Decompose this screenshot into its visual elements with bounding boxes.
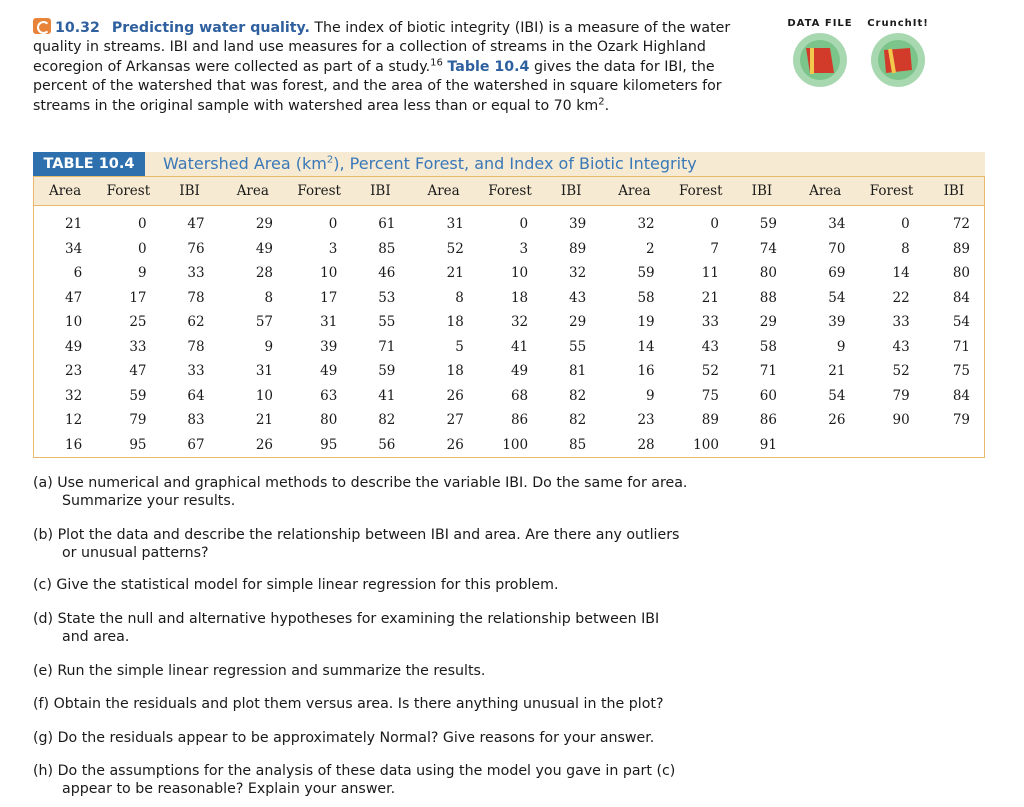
column-header-area: Area — [791, 177, 859, 206]
column-header-forest: Forest — [287, 177, 351, 206]
table-cell: 21 — [701, 289, 719, 306]
table-cell: 58 — [759, 338, 777, 355]
table-row — [34, 335, 985, 360]
table-cell: 54 — [828, 387, 846, 404]
table-cell: 41 — [378, 387, 396, 404]
table-cell: 29 — [569, 314, 587, 331]
table-cell: 75 — [952, 363, 970, 380]
table-cell: 9 — [836, 338, 846, 355]
table-cell: 23 — [637, 412, 655, 429]
column-header-ibi: IBI — [924, 177, 985, 206]
table-cell: 79 — [952, 412, 970, 429]
table-cell: 80 — [952, 265, 970, 282]
table-cell: 8 — [901, 240, 910, 257]
table-cell: 75 — [701, 387, 719, 404]
table-cell: 59 — [759, 216, 777, 233]
table-cell: 6 — [73, 265, 83, 282]
question-e: (e) Run the simple linear regression and summarize the results. — [33, 663, 486, 679]
table-cell: 59 — [637, 265, 655, 282]
table-cell: 19 — [637, 314, 655, 331]
table-row — [34, 310, 985, 335]
table-cell: 89 — [701, 412, 719, 429]
table-cell: 43 — [892, 338, 910, 355]
table-cell: 28 — [637, 436, 655, 453]
table-cell: 86 — [759, 412, 777, 429]
question-d: (d) State the null and alternative hypotheses for examining the relationship between IBI and area. — [33, 611, 660, 645]
table-cell: 83 — [187, 412, 205, 429]
table-cell: 9 — [264, 338, 274, 355]
table-cell: 82 — [378, 412, 396, 429]
table-cell: 90 — [892, 412, 910, 429]
question-a: (a) Use numerical and graphical methods to describe the variable IBI. Do the same for area. Summarize your results. — [33, 475, 688, 509]
column-header-ibi: IBI — [542, 177, 600, 206]
table-cell: 32 — [569, 265, 587, 282]
table-cell: 47 — [187, 216, 205, 233]
table-cell: 43 — [569, 289, 587, 306]
data-table — [33, 176, 985, 458]
column-header-forest: Forest — [859, 177, 923, 206]
column-header-area: Area — [600, 177, 668, 206]
table-cell: 85 — [378, 240, 396, 257]
table-row — [34, 206, 985, 237]
table-cell: 21 — [255, 412, 274, 429]
table-cell: 17 — [129, 289, 147, 306]
question-g: (g) Do the residuals appear to be approximately Normal? Give reasons for your answer. — [33, 730, 655, 746]
table-cell: 72 — [952, 216, 970, 233]
table-cell: 41 — [510, 338, 529, 355]
column-header-area: Area — [34, 177, 97, 206]
unit-superscript: 2 — [598, 95, 605, 107]
table-cell: 28 — [255, 265, 274, 282]
table-cell: 79 — [129, 412, 147, 429]
table-cell: 14 — [637, 338, 655, 355]
table-cell: 46 — [378, 265, 396, 282]
table-cell: 55 — [569, 338, 587, 355]
table-cell: 0 — [328, 216, 338, 233]
table-cell: 11 — [701, 265, 719, 282]
table-cell: 59 — [378, 363, 396, 380]
applet-icon — [33, 18, 51, 34]
table-cell: 31 — [255, 363, 274, 380]
table-cell: 52 — [446, 240, 464, 257]
table-cell: 26 — [446, 436, 464, 453]
table-cell: 43 — [701, 338, 719, 355]
crunchit-label: CrunchIt! — [867, 18, 929, 29]
table-cell: 25 — [129, 314, 147, 331]
table-cell: 68 — [510, 387, 529, 404]
table-cell: 71 — [759, 363, 777, 380]
problem-title: Predicting water quality. — [111, 20, 310, 36]
table-cell: 64 — [187, 387, 205, 404]
table-cell: 78 — [187, 289, 205, 306]
column-header-forest: Forest — [478, 177, 542, 206]
table-cell: 3 — [328, 240, 338, 257]
table-cell: 9 — [646, 387, 655, 404]
table-row — [34, 359, 985, 384]
problem-number: 10.32 — [55, 20, 100, 36]
table-cell: 79 — [892, 387, 910, 404]
problem-text-2: gives the data for IBI, the percent of the watershed that was forest, and the area of the watershed in square kilometers for streams in the original sample with watershed area less than or equal to 70 km — [33, 58, 722, 114]
table-cell: 10 — [320, 265, 338, 282]
table-cell: 9 — [137, 265, 147, 282]
table-cell: 53 — [378, 289, 396, 306]
table-cell: 33 — [187, 363, 205, 380]
table-cell: 8 — [455, 289, 464, 306]
table-cell: 18 — [446, 363, 464, 380]
problem-statement — [33, 18, 753, 116]
table-cell: 27 — [446, 412, 464, 429]
table-row — [34, 286, 985, 311]
table-caption-bar — [33, 152, 985, 176]
table-cell: 81 — [569, 363, 587, 380]
table-row — [34, 408, 985, 433]
table-cell: 39 — [569, 216, 587, 233]
table-cell: 21 — [828, 363, 846, 380]
table-cell: 33 — [701, 314, 719, 331]
table-cell: 91 — [759, 436, 777, 453]
table-cell: 39 — [320, 338, 338, 355]
table-cell: 67 — [187, 436, 205, 453]
table-cell: 18 — [446, 314, 464, 331]
table-cell: 95 — [320, 436, 338, 453]
table-cell: 71 — [952, 338, 970, 355]
table-cell: 26 — [446, 387, 464, 404]
footnote-ref[interactable]: 16 — [430, 57, 443, 69]
column-header-forest: Forest — [669, 177, 733, 206]
table-cell: 16 — [65, 436, 83, 453]
table-cell: 29 — [759, 314, 777, 331]
problem-text-1: The index of biotic integrity (IBI) is a measure of the water quality in streams. IBI and land use measures for a collection of streams in the Ozark Highland ecoregion of Arkansas were collected as part of a study. — [33, 20, 731, 75]
question-c: (c) Give the statistical model for simple linear regression for this problem. — [33, 577, 559, 593]
table-cell: 84 — [952, 387, 970, 404]
table-cell: 52 — [892, 363, 910, 380]
table-cell: 100 — [693, 436, 719, 453]
table-cell: 17 — [320, 289, 338, 306]
table-cell: 82 — [569, 387, 587, 404]
table-cell: 86 — [510, 412, 529, 429]
table-cell: 33 — [892, 314, 910, 331]
table-cell — [859, 433, 923, 458]
table-cell: 52 — [701, 363, 719, 380]
question-f: (f) Obtain the residuals and plot them versus area. Is there anything unusual in the plot? — [33, 696, 664, 712]
data-table-container — [33, 152, 985, 458]
table-header-row — [34, 177, 985, 206]
column-header-forest: Forest — [96, 177, 160, 206]
table-cell: 0 — [901, 216, 910, 233]
table-cell: 54 — [828, 289, 846, 306]
table-cell: 22 — [892, 289, 910, 306]
table-cell: 70 — [828, 240, 846, 257]
table-row — [34, 261, 985, 286]
table-caption: Watershed Area $(km^2)$, Percent Forest, and Index of Biotic Integrity — [163, 154, 697, 173]
table-row — [34, 237, 985, 262]
table-cell: 82 — [569, 412, 587, 429]
table-cell: 100 — [502, 436, 529, 453]
table-cell: 56 — [378, 436, 396, 453]
table-cell: 0 — [710, 216, 719, 233]
question-h: (h) Do the assumptions for the analysis of these data using the model you gave in part (c) appear to be reasonable? Explain your answer. — [33, 763, 676, 797]
table-cell: 69 — [828, 265, 846, 282]
table-cell: 26 — [255, 436, 274, 453]
table-cell: 8 — [264, 289, 274, 306]
column-header-area: Area — [219, 177, 287, 206]
table-cell: 10 — [65, 314, 83, 331]
crunchit-badge[interactable] — [860, 18, 936, 90]
table-cell: 26 — [828, 412, 846, 429]
table-cell: 0 — [137, 240, 147, 257]
table-row — [34, 433, 985, 458]
table-cell: 47 — [129, 363, 147, 380]
problem-text-end: . — [604, 97, 610, 114]
table-cell: 31 — [320, 314, 338, 331]
table-cell: 23 — [65, 363, 83, 380]
table-row — [34, 384, 985, 409]
table-cell: 76 — [187, 240, 205, 257]
table-cell: 49 — [320, 363, 338, 380]
table-cell: 78 — [187, 338, 205, 355]
table-cell: 21 — [65, 216, 83, 233]
table-cell: 62 — [187, 314, 205, 331]
table-cell: 80 — [759, 265, 777, 282]
question-b: (b) Plot the data and describe the relationship between IBI and area. Are there any outliers or unusual patterns? — [33, 527, 680, 561]
table-cell — [791, 433, 859, 458]
table-cell: 34 — [828, 216, 846, 233]
table-cell: 49 — [510, 363, 529, 380]
table-cell: 29 — [255, 216, 274, 233]
table-cell: 5 — [455, 338, 464, 355]
table-cell: 60 — [759, 387, 777, 404]
table-cell: 88 — [759, 289, 777, 306]
table-cell: 16 — [637, 363, 655, 380]
table-cell: 71 — [378, 338, 396, 355]
table-cell: 10 — [255, 387, 274, 404]
table-cell: 57 — [255, 314, 274, 331]
table-cell: 32 — [510, 314, 529, 331]
table-cell: 58 — [637, 289, 655, 306]
table-cell: 39 — [828, 314, 846, 331]
table-cell: 34 — [65, 240, 83, 257]
table-cell: 49 — [65, 338, 83, 355]
table-cell: 63 — [320, 387, 338, 404]
table-cell: 89 — [952, 240, 970, 257]
table-cell: 18 — [510, 289, 529, 306]
table-body — [34, 206, 985, 458]
column-header-ibi: IBI — [733, 177, 791, 206]
table-cell: 12 — [65, 412, 83, 429]
table-cell: 49 — [255, 240, 274, 257]
table-cell: 2 — [646, 240, 655, 257]
table-cell: 47 — [65, 289, 83, 306]
table-cell: 59 — [129, 387, 147, 404]
table-cell: 21 — [446, 265, 464, 282]
data-file-badge[interactable] — [782, 18, 858, 90]
table-cell: 31 — [446, 216, 464, 233]
table-cell: 10 — [510, 265, 529, 282]
table-cell: 84 — [952, 289, 970, 306]
table-cell: 0 — [137, 216, 147, 233]
table-cell: 85 — [569, 436, 587, 453]
table-cell: 32 — [65, 387, 83, 404]
data-file-label: DATA FILE — [787, 18, 853, 29]
table-cell: 80 — [320, 412, 338, 429]
table-cell: 33 — [129, 338, 147, 355]
table-cell: 95 — [129, 436, 147, 453]
table-cell: 14 — [892, 265, 910, 282]
column-header-area: Area — [409, 177, 477, 206]
table-cell: 55 — [378, 314, 396, 331]
table-cell: 89 — [569, 240, 587, 257]
column-header-ibi: IBI — [351, 177, 409, 206]
table-cell: 7 — [710, 240, 719, 257]
table-cell: 3 — [519, 240, 529, 257]
table-cell: 33 — [187, 265, 205, 282]
table-cell — [924, 433, 985, 458]
table-cell: 32 — [637, 216, 655, 233]
table-reference-link[interactable]: Table 10.4 — [447, 58, 530, 75]
table-cell: 74 — [759, 240, 777, 257]
table-cell: 54 — [952, 314, 970, 331]
table-cell: 61 — [378, 216, 396, 233]
table-cell: 0 — [519, 216, 529, 233]
table-label: TABLE 10.4 — [33, 152, 145, 176]
column-header-ibi: IBI — [161, 177, 219, 206]
